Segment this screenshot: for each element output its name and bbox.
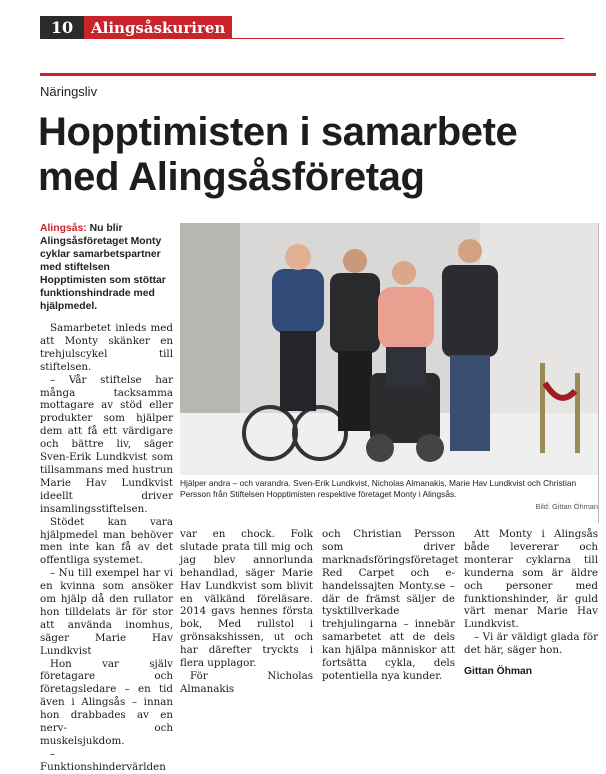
body-paragraph: var en chock. Folk slutade prata till mig och jag blev annorlunda behandlad, säger Marie Hav Lundkvist som blivit en välkänd föreläsare. 2014 gavs hennes första bok, Med rullstol i grönsakshissen, ut och har därefter tryckts i flera upplagor. (180, 528, 313, 670)
headline: Hopptimisten i samarbete med Alingsåsföretag (38, 110, 518, 199)
body-paragraph: –Funktionshindervärlden (40, 747, 166, 773)
body-paragraph: och Christian Persson som driver marknadsföringsföretaget Red Carpet och e-handelssajten Monty.se – där de främst säljer de tysktillverkade trehjulingarna – innebär samarbetet att de dels kan hjälpa människor att fortsätta cykla, dels potentiella nya kunder. (322, 528, 459, 682)
page-number: 10 (40, 16, 84, 39)
body-column-1 (40, 322, 173, 774)
body-paragraph: För Nicholas Almanakis (180, 669, 313, 695)
photo-caption: Hjälper andra – och varandra. Sven-Erik Lundkvist, Nicholas Almanakis, Marie Hav Lundkvist och Christian Persson från Stiftelsen Hopptimisten respektive företaget Monty i Alingsås. (180, 478, 577, 499)
byline: Gittan Öhman (464, 666, 533, 678)
column-divider (598, 223, 599, 523)
body-column-4 (464, 528, 598, 679)
masthead-rule (88, 38, 564, 39)
section-label: Näringsliv (40, 84, 98, 99)
photo-credit: Bild: Gittan Öhman (535, 502, 598, 511)
body-column-2 (180, 528, 313, 696)
lead-text: Nu blir Alingsåsföretaget Monty cyklar samarbetspartner med stiftelsen Hopptimisten som stöttar funktionshindrade med hjälpmedel. (40, 223, 166, 312)
section-rule (40, 73, 596, 76)
body-paragraph: Stödet kan vara hjälpmedel man behöver men inte kan få av det offentliga systemet. (40, 515, 173, 567)
body-paragraph: Samarbetet inleds med att Monty skänker en trehjulscykel till stiftelsen. (40, 322, 173, 373)
masthead (40, 16, 232, 39)
body-paragraph: – Vår stiftelse har många tacksamma mottagare av stöd eller produkter som hjälper dem att få ett värdigare och bättre liv, säger Sven-Erik Lundkvist som tillsammans med hustrun Marie Hav Lundkvist ideellt driver insamlingsstiftelsen. (40, 373, 173, 515)
photo-illustration (180, 223, 598, 475)
body-column-3 (322, 528, 459, 683)
lead-place: Alingsås: (40, 223, 87, 234)
lead-paragraph (40, 222, 172, 313)
body-paragraph: – Nu till exempel har vi en kvinna som ansöker om hjälp då den rullator hon tilldelats är för stor att använda inomhus, säger Marie Hav Lundkvist (40, 567, 173, 657)
body-paragraph: Att Monty i Alingsås både levererar och monterar cyklarna till kunderna som är äldre och personer med funktionshinder, är guld värt menar Marie Hav Lundkvist. (464, 528, 598, 631)
paper-name: Alingsåskuriren (84, 16, 232, 39)
body-paragraph: Hon var själv företagare och företagsledare – en tid även i Alingsås – innan hon drabbades av en nerv- och muskelsjukdom. (40, 657, 173, 747)
body-paragraph: – Vi är väldigt glada för det här, säger hon. (464, 631, 598, 657)
article-photo (180, 223, 598, 475)
